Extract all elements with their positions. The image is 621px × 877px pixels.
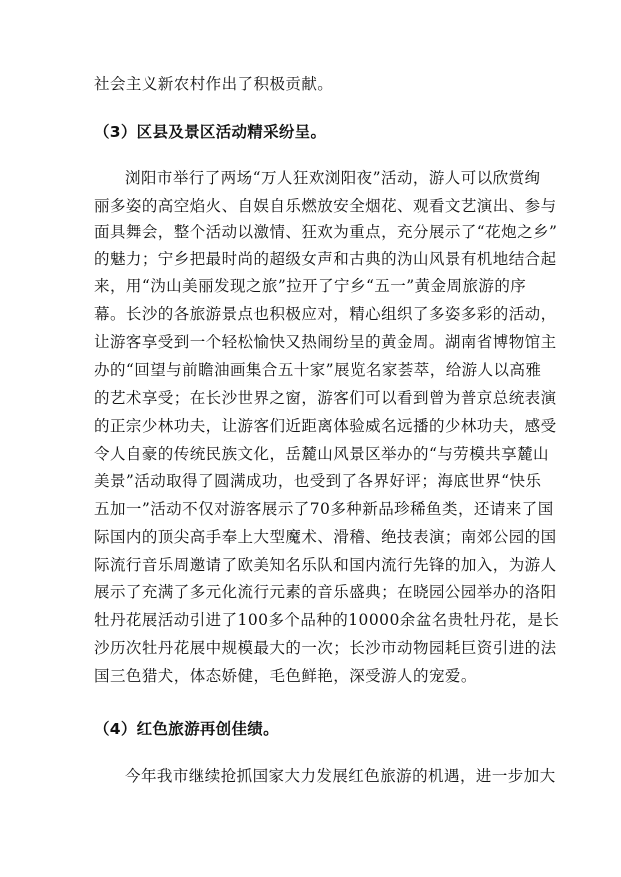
paragraph-line: 的艺术享受；在长沙世界之窗，游客们可以看到曾为普京总统表演 (94, 389, 557, 407)
paragraph-line: 浏阳市举行了两场“万人狂欢浏阳夜”活动，游人可以欣赏绚 (125, 169, 541, 187)
paragraph-line: 际流行音乐周邀请了欧美知名乐队和国内流行先锋的加入，为游人 (94, 556, 557, 574)
section-4-heading: （4）红色旅游再创佳绩。 (94, 720, 279, 738)
section-3-heading: （3）区县及景区活动精采纷呈。 (94, 123, 327, 141)
paragraph-line: 沙历次牡丹花展中规模最大的一次；长沙市动物园耗巨资引进的法 (94, 639, 557, 657)
paragraph-line: 让游客享受到一个轻松愉快又热闹纷呈的黄金周。湖南省博物馆主 (94, 333, 557, 351)
paragraph-line: 展示了充满了多元化流行元素的音乐盛典；在晓园公园举办的洛阳 (94, 583, 557, 601)
paragraph-line: 面具舞会，整个活动以激情、狂欢为重点，充分展示了“花炮之乡” (94, 223, 558, 241)
paragraph-line: 际国内的顶尖高手奉上大型魔术、滑稽、绝技表演；南郊公园的国 (94, 528, 557, 546)
paragraph-line: 的魅力；宁乡把最时尚的超级女声和古典的沩山风景有机地结合起 (94, 250, 557, 268)
paragraph-line: 五加一”活动不仅对游客展示了70多种新品珍稀鱼类，还请来了国 (94, 500, 554, 518)
paragraph-line: 丽多姿的高空焰火、自娱自乐燃放安全烟花、观看文艺演出、参与 (94, 197, 557, 215)
paragraph-line: 办的“回望与前瞻油画集合五十家”展览名家荟萃，给游人以高雅 (94, 361, 542, 379)
paragraph-line: 今年我市继续抢抓国家大力发展红色旅游的机遇，进一步加大 (125, 767, 556, 785)
paragraph-line: 社会主义新农村作出了积极贡献。 (94, 75, 334, 93)
paragraph-line: 令人自豪的传统民族文化，岳麓山风景区举办的“与劳模共享麓山 (94, 445, 549, 463)
paragraph-line: 牡丹花展活动引进了100多个品种的10000余盆名贵牡丹花，是长 (94, 611, 560, 629)
paragraph-line: 来，用“沩山美丽发现之旅”拉开了宁乡“五一”黄金周旅游的序 (94, 277, 527, 295)
paragraph-line: 美景”活动取得了圆满成功，也受到了各界好评；海底世界“快乐 (94, 472, 542, 490)
paragraph-line: 幕。长沙的各旅游景点也积极应对，精心组织了多姿多彩的活动， (94, 305, 557, 323)
paragraph-line: 国三色猎犬，体态娇健，毛色鲜艳，深受游人的宠爱。 (94, 667, 477, 685)
paragraph-line: 的正宗少林功夫，让游客们近距离体验威名远播的少林功夫，感受 (94, 417, 557, 435)
